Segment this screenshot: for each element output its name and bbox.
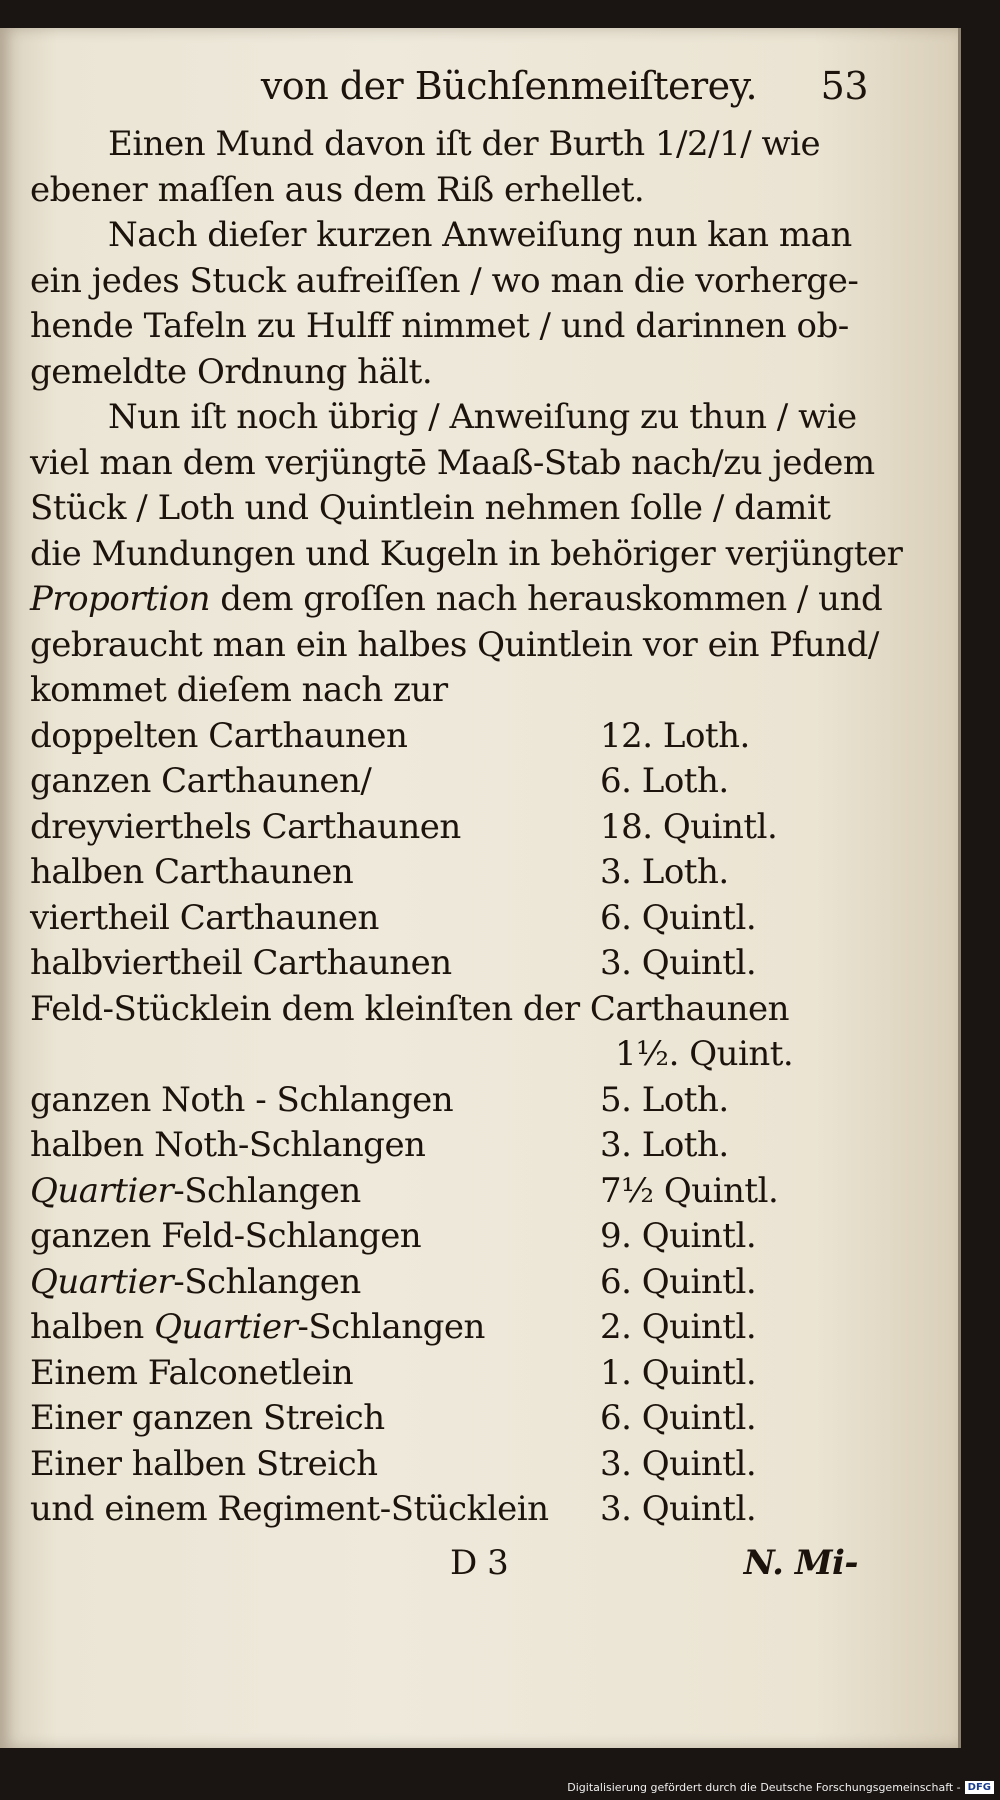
table-row	[30, 805, 868, 851]
catchword: N. Mi-	[743, 1542, 858, 1583]
table-item: und einem Regiment-Stücklein	[30, 1489, 549, 1529]
table-item: ganzen Carthaunen/	[30, 761, 372, 801]
table-item: ganzen Feld-Schlangen	[30, 1216, 422, 1256]
table-item: Feld-Stücklein dem kleinſten der Carthaunen	[30, 988, 790, 1029]
dfg-logo: DFG	[965, 1781, 994, 1794]
table-item	[30, 1169, 600, 1215]
table-row	[30, 1260, 868, 1306]
page-header	[30, 64, 868, 122]
text-line: ebener maſſen aus dem Riß erhellet.	[30, 169, 645, 210]
text-line: Nun iſt noch übrig / Anweiſung zu thun / wie	[108, 397, 857, 437]
italic-word: Quartier	[30, 1261, 174, 1302]
table-item: Einem Falconetlein	[30, 1352, 354, 1393]
table-amount: 3. Quintl.	[600, 1489, 757, 1529]
table-row-continuation	[30, 1032, 868, 1078]
table-item: ganzen Noth - Schlangen	[30, 1079, 454, 1120]
table-item: Einer halben Streich	[30, 1443, 378, 1484]
text-line: viel man dem verjüngtē Maaß-Stab nach/zu jedem	[30, 442, 875, 483]
table-item: Einer ganzen Streich	[30, 1398, 385, 1438]
text-line: die Mundungen und Kugeln in behöriger verjüngter	[30, 533, 903, 574]
page-number: 53	[820, 64, 868, 108]
table-item: doppelten Carthaunen	[30, 715, 408, 756]
table-row	[30, 1442, 868, 1488]
italic-word: Quartier	[30, 1170, 174, 1211]
text-line: Einen Mund davon iſt der Burth 1/2/1/ wie	[108, 124, 821, 164]
table-amount: 3. Loth.	[600, 1125, 729, 1165]
table-row	[30, 1487, 868, 1533]
table-row	[30, 1396, 868, 1442]
table-amount: 6. Quintl.	[600, 1398, 757, 1438]
paragraph-3	[30, 395, 903, 714]
page-text	[30, 64, 903, 1586]
table-row	[30, 1169, 868, 1215]
table-row	[30, 987, 868, 1033]
paragraph-2	[30, 213, 868, 395]
text-line: Nach dieſer kurzen Anweiſung nun kan man	[108, 215, 852, 255]
weight-table	[30, 714, 868, 1533]
page-footer	[30, 1541, 868, 1587]
table-item	[30, 1260, 600, 1306]
text-line: Stück / Loth und Quintlein nehmen ſolle / damit	[30, 488, 831, 528]
table-row	[30, 896, 868, 942]
table-amount: 2. Quintl.	[600, 1307, 757, 1347]
table-amount: 3. Loth.	[600, 852, 729, 892]
table-row	[30, 1351, 868, 1397]
text-fragment: dem groſſen nach herauskommen / und	[210, 579, 883, 619]
table-row	[30, 1123, 868, 1169]
table-amount: 6. Quintl.	[600, 1261, 757, 1302]
table-amount: 3. Quintl.	[600, 1443, 757, 1484]
text-fragment: -Schlangen	[173, 1261, 361, 1302]
table-amount: 5. Loth.	[600, 1079, 729, 1120]
table-item: viertheil Carthaunen	[30, 897, 379, 938]
table-item: halben Carthaunen	[30, 852, 354, 892]
table-amount: 7½ Quintl.	[600, 1170, 779, 1211]
text-line: kommet dieſem nach zur	[30, 670, 448, 710]
table-row	[30, 714, 868, 760]
table-amount: 6. Quintl.	[600, 897, 757, 938]
italic-word: Proportion	[30, 579, 210, 619]
credit-text: Digitalisierung gefördert durch die Deutsche Forschungsgemeinschaft -	[567, 1781, 961, 1794]
digitization-credit	[567, 1781, 994, 1794]
table-row	[30, 941, 868, 987]
table-amount: 1½. Quint.	[615, 1034, 794, 1074]
table-row	[30, 1078, 868, 1124]
table-row	[30, 850, 868, 896]
table-item: halben Noth-Schlangen	[30, 1125, 426, 1165]
italic-word: Quartier	[154, 1307, 298, 1347]
table-amount: 1. Quintl.	[600, 1352, 757, 1393]
table-amount: 3. Quintl.	[600, 943, 757, 983]
text-line: hende Tafeln zu Hulff nimmet / und darinnen ob-	[30, 306, 849, 346]
text-fragment: -Schlangen	[297, 1307, 485, 1347]
table-amount: 18. Quintl.	[600, 806, 778, 847]
text-fragment: -Schlangen	[173, 1170, 361, 1211]
running-title: von der Büchſenmeiſterey.	[260, 64, 758, 108]
text-line: ein jedes Stuck aufreiſſen / wo man die vorherge-	[30, 260, 859, 301]
table-amount: 12. Loth.	[600, 715, 750, 756]
text-line: gebraucht man ein halbes Quintlein vor ein Pfund/	[30, 624, 879, 665]
signature-mark: D 3	[450, 1542, 509, 1583]
text-fragment: halben	[30, 1307, 155, 1347]
table-row	[30, 1214, 868, 1260]
book-page	[0, 28, 961, 1748]
table-row	[30, 759, 868, 805]
table-item	[30, 1305, 600, 1351]
table-row	[30, 1305, 868, 1351]
table-item: dreyvierthels Carthaunen	[30, 806, 461, 847]
table-amount: 6. Loth.	[600, 761, 729, 801]
text-line	[30, 577, 883, 623]
table-item: halbviertheil Carthaunen	[30, 943, 452, 983]
paragraph-1	[30, 122, 868, 213]
text-line: gemeldte Ordnung hält.	[30, 351, 433, 392]
table-amount: 9. Quintl.	[600, 1216, 757, 1256]
